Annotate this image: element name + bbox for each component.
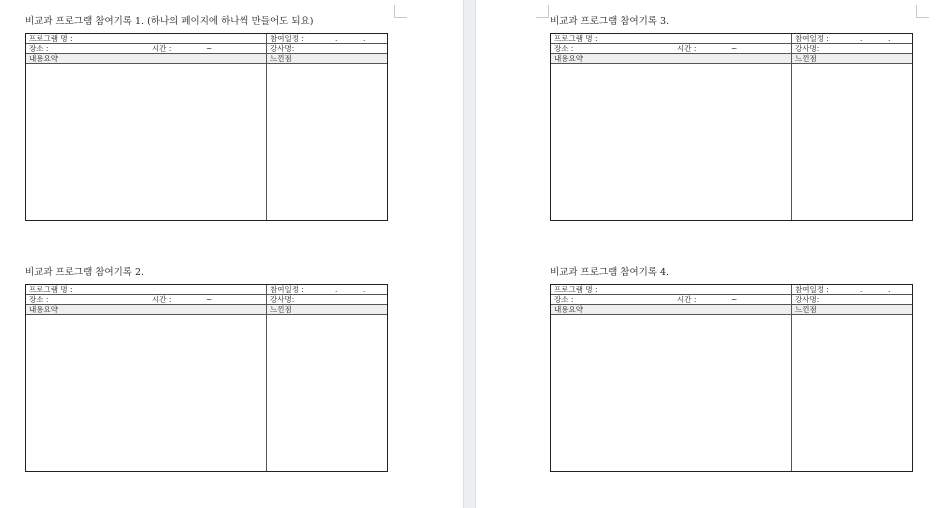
crop-mark [536,5,549,18]
date-field[interactable] [267,34,387,43]
date-separator: . [860,285,863,294]
program-name-field[interactable] [26,285,267,294]
date-separator: . [888,285,891,294]
time-separator: ~ [206,44,213,53]
date-separator: . [888,34,891,43]
impression-area[interactable] [792,64,912,220]
summary-header: 내용요약 [551,305,792,314]
program-name-label: 프로그램 명 : [554,34,598,43]
record-form [25,33,388,221]
date-field[interactable] [267,285,387,294]
summary-header: 내용요약 [26,54,267,63]
summary-header: 내용요약 [551,54,792,63]
record-title: 비교과 프로그램 참여기록 2. [25,267,145,278]
place-time-field[interactable] [551,295,792,304]
date-field[interactable] [792,34,912,43]
program-name-field[interactable] [551,34,792,43]
time-separator: ~ [731,44,738,53]
time-label: 시간 : [677,295,697,304]
program-name-label: 프로그램 명 : [29,285,73,294]
impression-header: 느낀점 [270,54,292,63]
instructor-field[interactable] [267,295,387,304]
document-page-right [476,0,936,508]
time-separator: ~ [206,295,213,304]
program-name-label: 프로그램 명 : [29,34,73,43]
place-time-field[interactable] [551,44,792,53]
summary-area[interactable] [551,315,792,471]
record-2 [25,267,388,472]
program-name-field[interactable] [26,34,267,43]
instructor-label: 강사명: [270,44,295,53]
record-form [25,284,388,472]
place-time-field[interactable] [26,44,267,53]
record-3 [550,16,913,221]
record-form [550,284,913,472]
record-title: 비교과 프로그램 참여기록 4. [550,267,670,278]
summary-area[interactable] [26,315,267,471]
record-4 [550,267,913,472]
impression-area[interactable] [267,315,387,471]
date-label: 참여일정 : [270,285,304,294]
place-time-field[interactable] [26,295,267,304]
date-separator: . [860,34,863,43]
date-separator: . [363,285,366,294]
crop-mark [916,5,929,18]
date-label: 참여일정 : [795,34,829,43]
impression-area[interactable] [267,64,387,220]
program-name-label: 프로그램 명 : [554,285,598,294]
page-gutter [463,0,476,508]
time-separator: ~ [731,295,738,304]
place-label: 장소 : [29,295,49,304]
date-separator: . [335,285,338,294]
instructor-field[interactable] [792,44,912,53]
summary-area[interactable] [26,64,267,220]
time-label: 시간 : [152,295,172,304]
instructor-label: 강사명: [270,295,295,304]
program-name-field[interactable] [551,285,792,294]
document-page-left [0,0,463,508]
impression-area[interactable] [792,315,912,471]
record-title: 비교과 프로그램 참여기록 1. (하나의 페이지에 하나씩 만들어도 되요) [25,16,314,27]
summary-area[interactable] [551,64,792,220]
impression-header: 느낀점 [795,305,817,314]
instructor-field[interactable] [792,295,912,304]
place-label: 장소 : [554,295,574,304]
instructor-label: 강사명: [795,44,820,53]
time-label: 시간 : [677,44,697,53]
date-separator: . [335,34,338,43]
record-1 [25,16,388,221]
place-label: 장소 : [554,44,574,53]
summary-header: 내용요약 [26,305,267,314]
impression-header: 느낀점 [270,305,292,314]
instructor-field[interactable] [267,44,387,53]
place-label: 장소 : [29,44,49,53]
record-title: 비교과 프로그램 참여기록 3. [550,16,670,27]
date-label: 참여일정 : [270,34,304,43]
impression-header: 느낀점 [795,54,817,63]
instructor-label: 강사명: [795,295,820,304]
date-label: 참여일정 : [795,285,829,294]
record-form [550,33,913,221]
time-label: 시간 : [152,44,172,53]
crop-mark [394,5,407,18]
date-separator: . [363,34,366,43]
date-field[interactable] [792,285,912,294]
